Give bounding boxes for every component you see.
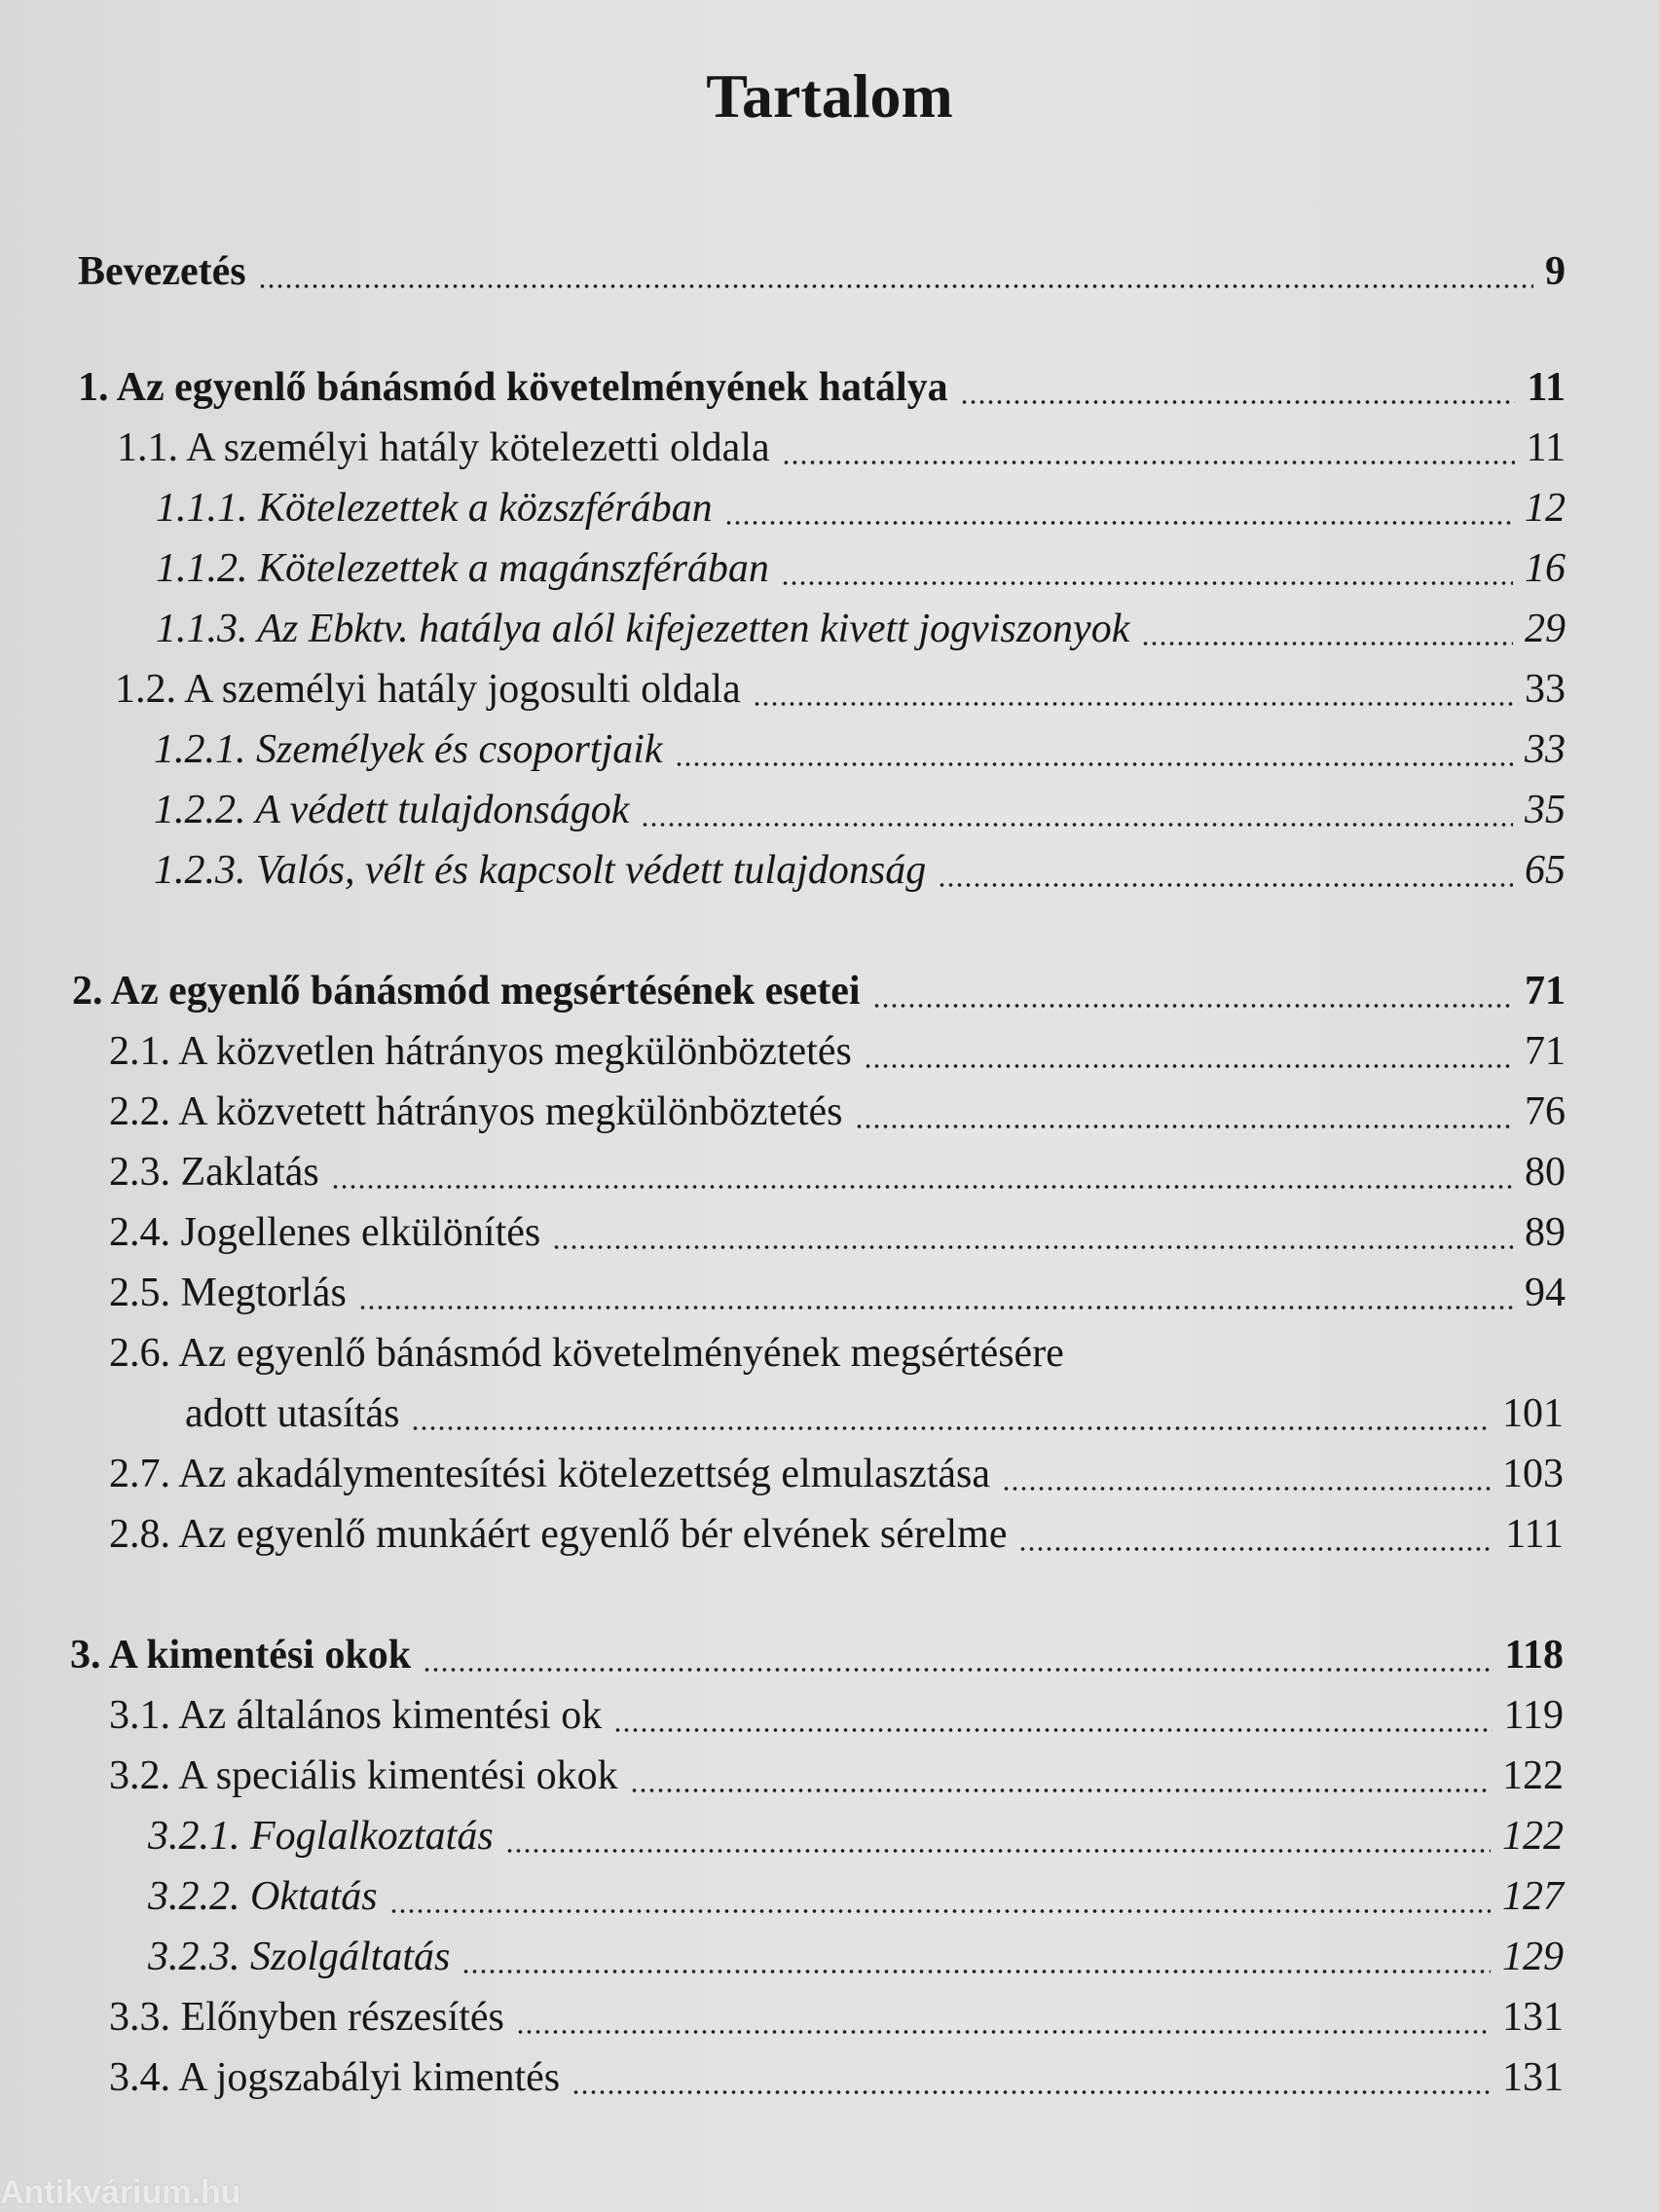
toc-label: 3.3. Előnyben részesítés [109, 1995, 504, 2040]
dot-leader [675, 762, 1513, 766]
toc-entry-1-2-1 [154, 719, 1566, 780]
dot-leader [960, 400, 1516, 404]
dot-leader [461, 1970, 1491, 1973]
toc-label: 2.4. Jogellenes elkülönítés [109, 1210, 541, 1255]
toc-label: 1. Az egyenlő bánásmód követelményének hatálya [78, 365, 948, 410]
toc-entry-3-2-2 [148, 1866, 1564, 1927]
toc-page-number: 122 [1502, 1814, 1564, 1859]
toc-page-number: 131 [1502, 1995, 1564, 2040]
toc-label: 3.2.2. Oktatás [148, 1874, 378, 1919]
toc-page-number: 122 [1502, 1753, 1564, 1798]
toc-entry-1-1-3 [156, 599, 1566, 659]
toc-page-number: 80 [1525, 1150, 1566, 1195]
toc-page-number: 89 [1525, 1210, 1566, 1255]
toc-entry-2-6-first-line: 2.6. Az egyenlő bánásmód követelményének megsértésére [109, 1331, 1064, 1376]
dot-leader [855, 1124, 1514, 1128]
toc-label: 1.2.3. Valós, vélt és kapcsolt védett tulajdonság [154, 848, 927, 893]
toc-entry-chapter-2 [72, 961, 1566, 1021]
toc-page-number: 33 [1525, 667, 1566, 712]
dot-leader [864, 1064, 1513, 1068]
toc-label: 1.2. A személyi hatály jogosulti oldala [115, 667, 741, 712]
dot-leader [781, 581, 1513, 585]
toc-entry-3-2-1 [148, 1806, 1564, 1866]
toc-label: 1.2.2. A védett tulajdonságok [154, 788, 630, 832]
dot-leader [641, 823, 1513, 827]
toc-label: 3. A kimentési okok [70, 1633, 412, 1677]
toc-page-number: 129 [1502, 1935, 1564, 1979]
dot-leader [411, 1426, 1491, 1430]
toc-page-number: 71 [1525, 1029, 1566, 1074]
dot-leader [423, 1668, 1493, 1672]
toc-label: 2.3. Zaklatás [109, 1150, 319, 1195]
toc-label: 1.1. A személyi hatály kötelezetti oldala [117, 425, 770, 470]
dot-leader [938, 883, 1513, 887]
toc-page-number: 119 [1503, 1693, 1564, 1738]
toc-page-number: 65 [1525, 848, 1566, 893]
toc-label: 1.2.1. Személyek és csoportjaik [154, 727, 663, 772]
toc-page-number: 16 [1525, 546, 1566, 591]
toc-entry-3-2 [109, 1746, 1564, 1806]
toc-page-number: 103 [1502, 1452, 1564, 1496]
dot-leader [516, 2030, 1491, 2034]
toc-label: 3.4. A jogszabályi kimentés [109, 2055, 561, 2100]
dot-leader [358, 1306, 1513, 1309]
toc-label: Bevezetés [78, 249, 246, 294]
toc-page-number: 12 [1525, 486, 1566, 531]
toc-page-number: 76 [1525, 1089, 1566, 1134]
toc-entry-3-3 [109, 1987, 1564, 2047]
toc-page-number: 118 [1504, 1633, 1564, 1677]
toc-page-number: 127 [1502, 1874, 1564, 1919]
toc-entry-3-4 [109, 2047, 1564, 2108]
toc-page-number: 71 [1525, 969, 1566, 1014]
dot-leader [1141, 642, 1513, 645]
toc-entry-introduction [78, 241, 1566, 302]
toc-label: 3.2.3. Szolgáltatás [148, 1935, 451, 1979]
toc-entry-1-2-2 [154, 780, 1566, 840]
toc-label: 3.2. A speciális kimentési okok [109, 1753, 618, 1798]
toc-label: 2.1. A közvetlen hátrányos megkülönböztetés [109, 1029, 852, 1074]
toc-page-number: 131 [1502, 2055, 1564, 2100]
toc-label: 1.1.3. Az Ebktv. hatálya alól kifejezetten kivett jogviszonyok [156, 607, 1130, 651]
toc-page-number: 9 [1545, 249, 1566, 294]
toc-label: 2. Az egyenlő bánásmód megsértésének esetei [72, 969, 861, 1014]
dot-leader [571, 2090, 1491, 2094]
dot-leader [872, 1004, 1513, 1008]
toc-entry-2-4 [109, 1202, 1566, 1263]
toc-label: 1.1.1. Kötelezettek a közszférában [156, 486, 713, 531]
toc-entry-2-5 [109, 1263, 1566, 1323]
dot-leader [724, 521, 1513, 525]
toc-entry-1-1 [117, 418, 1566, 478]
dot-leader [630, 1788, 1491, 1792]
toc-label: 2.2. A közvetett hátrányos megkülönböztetés [109, 1089, 843, 1134]
dot-leader [505, 1849, 1491, 1853]
page-title: Tartalom [706, 61, 953, 130]
watermark: Antikvárium.hu [0, 2174, 241, 2211]
toc-page-number: 101 [1502, 1391, 1564, 1436]
toc-page-number: 29 [1525, 607, 1566, 651]
dot-leader [613, 1728, 1492, 1732]
dot-leader [1002, 1487, 1491, 1491]
toc-entry-2-7 [109, 1444, 1564, 1504]
toc-page-number: 11 [1526, 425, 1566, 470]
toc-page-number: 94 [1525, 1271, 1566, 1315]
toc-label: 3.1. Az általános kimentési ok [109, 1693, 603, 1738]
dot-leader [753, 702, 1513, 706]
toc-page-number: 11 [1527, 365, 1566, 410]
toc-entry-3-2-3 [148, 1927, 1564, 1987]
toc-entry-2-1 [109, 1021, 1566, 1082]
toc-page-number: 35 [1525, 788, 1566, 832]
dot-leader [331, 1185, 1513, 1189]
dot-leader [552, 1245, 1513, 1249]
toc-entry-1-1-2 [156, 538, 1566, 599]
dot-leader [258, 284, 1533, 288]
dot-leader [389, 1909, 1491, 1913]
toc-entry-2-2 [109, 1082, 1566, 1142]
toc-page-number: 33 [1525, 727, 1566, 772]
toc-label: 2.7. Az akadálymentesítési kötelezettség elmulasztása [109, 1452, 991, 1496]
toc-entry-1-1-1 [156, 478, 1566, 538]
toc-entry-2-3 [109, 1142, 1566, 1202]
toc-entry-chapter-3 [70, 1625, 1564, 1685]
toc-page-number: 111 [1505, 1512, 1564, 1557]
toc-entry-3-1 [109, 1685, 1564, 1746]
toc-entry-2-8 [109, 1504, 1564, 1565]
toc-label: adott utasítás [185, 1391, 400, 1436]
toc-label: 2.5. Megtorlás [109, 1271, 347, 1315]
toc-label: 2.8. Az egyenlő munkáért egyenlő bér elvének sérelme [109, 1512, 1008, 1557]
toc-entry-chapter-1 [78, 357, 1566, 418]
toc-entry-1-2 [115, 659, 1566, 719]
toc-label: 1.1.2. Kötelezettek a magánszférában [156, 546, 769, 591]
toc-label: 3.2.1. Foglalkoztatás [148, 1814, 494, 1859]
toc-entry-1-2-3 [154, 840, 1566, 901]
dot-leader [1018, 1547, 1493, 1551]
toc-entry-2-6 [185, 1383, 1564, 1444]
dot-leader [782, 461, 1515, 464]
